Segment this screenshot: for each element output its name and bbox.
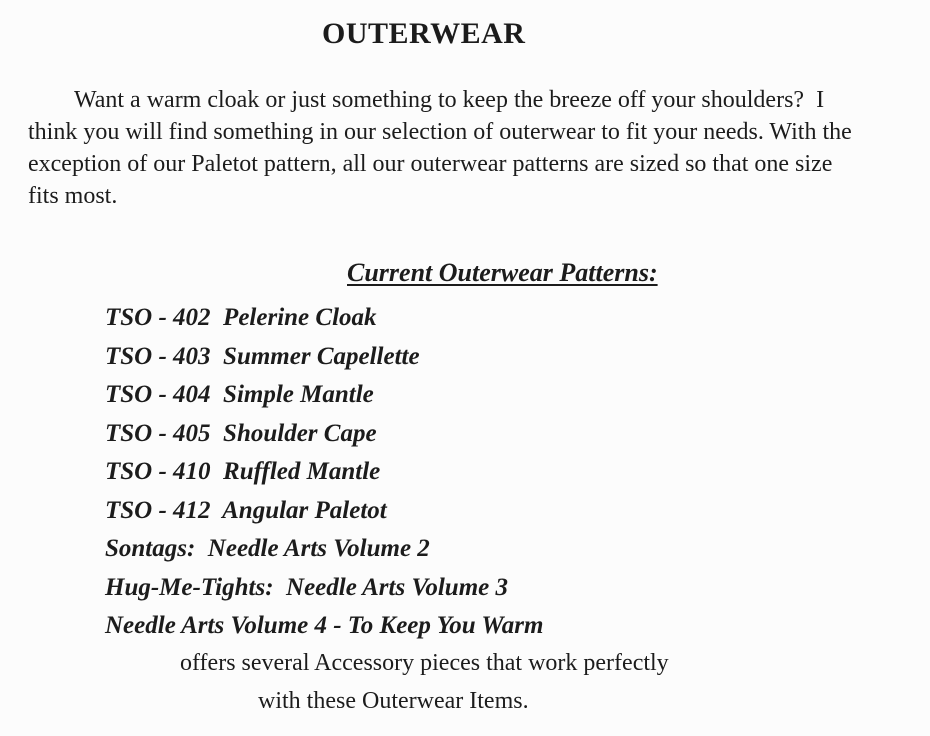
intro-line: Want a warm cloak or just something to keep the breeze off your shoulders? I xyxy=(74,87,825,113)
pattern-item: TSO - 403 Summer Capellette xyxy=(105,342,420,370)
pattern-list xyxy=(105,299,543,646)
pattern-item: TSO - 405 Shoulder Cape xyxy=(105,419,377,447)
intro-line: think you will find something in our selection of outerwear to fit your needs. With the xyxy=(28,119,852,145)
intro-paragraph xyxy=(28,84,908,212)
pattern-item: TSO - 402 Pelerine Cloak xyxy=(105,304,377,331)
intro-line: fits most. xyxy=(28,183,118,209)
pattern-item: TSO - 410 Ruffled Mantle xyxy=(105,458,381,485)
pattern-item: TSO - 412 Angular Paletot xyxy=(105,496,387,524)
closing-line: offers several Accessory pieces that work perfectly xyxy=(180,650,669,676)
intro-line: exception of our Paletot pattern, all our outerwear patterns are sized so that one size xyxy=(28,151,833,177)
pattern-item: Sontags: Needle Arts Volume 2 xyxy=(105,535,430,562)
pattern-item: Hug-Me-Tights: Needle Arts Volume 3 xyxy=(105,573,509,601)
page-title: OUTERWEAR xyxy=(322,17,526,50)
patterns-heading: Current Outerwear Patterns: xyxy=(347,258,658,287)
pattern-item: TSO - 404 Simple Mantle xyxy=(105,381,374,408)
closing-line: with these Outerwear Items. xyxy=(258,688,529,714)
pattern-item: Needle Arts Volume 4 - To Keep You Warm xyxy=(105,612,544,639)
